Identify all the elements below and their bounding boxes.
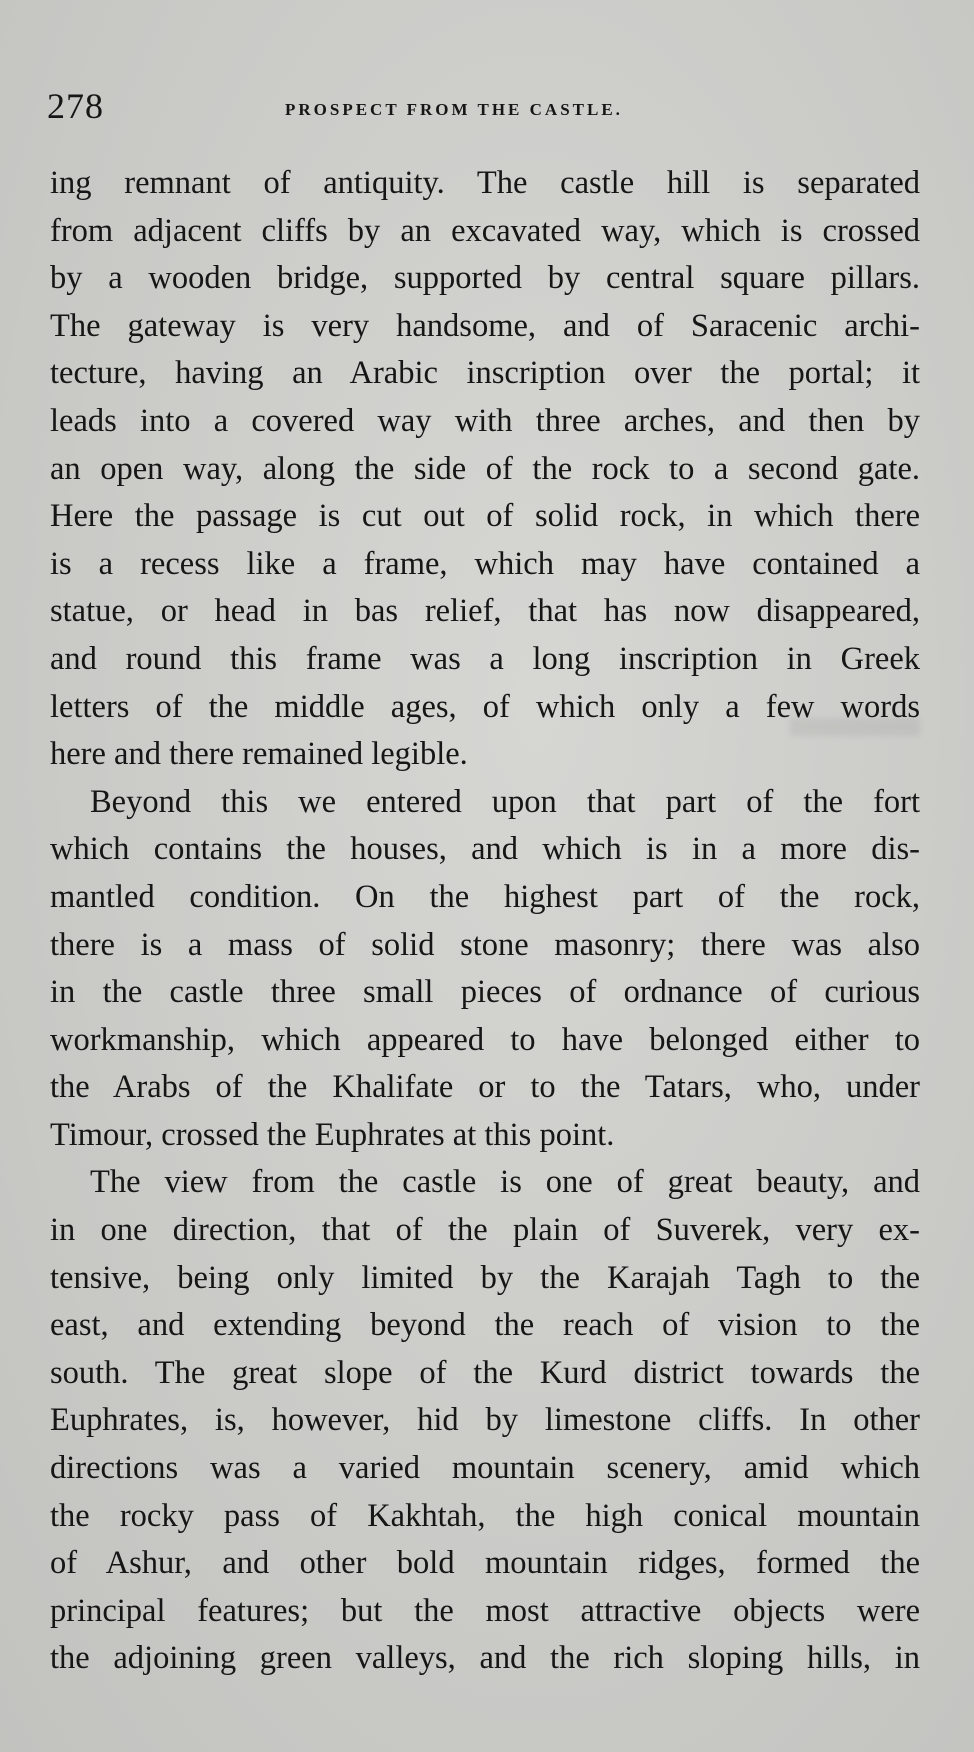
text-line: from adjacent cliffs by an excavated way, which is crossed: [50, 212, 920, 249]
text-line: Timour, crossed the Euphrates at this point.: [50, 1116, 615, 1153]
paragraph: [50, 1159, 920, 1683]
text-line: the rocky pass of Kakhtah, the high conical mountain: [50, 1497, 920, 1534]
text-line: tensive, being only limited by the Karajah Tagh to the: [50, 1259, 920, 1296]
text-line: here and there remained legible.: [50, 736, 468, 773]
text-line: statue, or head in bas relief, that has now disappeared,: [50, 593, 920, 630]
text-line: The view from the castle is one of great beauty, and: [90, 1164, 920, 1201]
text-line: in the castle three small pieces of ordnance of curious: [50, 974, 920, 1011]
text-line: principal features; but the most attractive objects were: [50, 1592, 920, 1629]
text-line: The gateway is very handsome, and of Saracenic archi-: [50, 307, 920, 344]
page-number: 278: [47, 86, 104, 126]
text-line: the Arabs of the Khalifate or to the Tatars, who, under: [50, 1069, 920, 1106]
text-line: which contains the houses, and which is in a more dis-: [50, 831, 920, 868]
text-line: Here the passage is cut out of solid rock, in which there: [50, 498, 920, 535]
text-line: directions was a varied mountain scenery, amid which: [50, 1450, 920, 1487]
text-line: and round this frame was a long inscription in Greek: [50, 640, 920, 677]
body-text: [50, 160, 920, 1683]
text-line: the adjoining green valleys, and the rich sloping hills, in: [50, 1640, 920, 1677]
text-line: ing remnant of antiquity. The castle hill is separated: [50, 165, 920, 201]
text-line: of Ashur, and other bold mountain ridges, formed the: [50, 1545, 920, 1582]
text-line: tecture, having an Arabic inscription over the portal; it: [50, 355, 920, 392]
running-title: PROSPECT FROM THE CASTLE.: [285, 100, 623, 119]
text-line: east, and extending beyond the reach of vision to the: [50, 1307, 920, 1344]
text-line: by a wooden bridge, supported by central square pillars.: [50, 260, 920, 297]
text-line: south. The great slope of the Kurd district towards the: [50, 1354, 920, 1391]
paragraph: [50, 160, 920, 779]
text-line: an open way, along the side of the rock to a second gate.: [50, 450, 920, 487]
text-line: there is a mass of solid stone masonry; there was also: [50, 926, 920, 963]
text-line: Beyond this we entered upon that part of the fort: [90, 783, 920, 820]
paragraph: [50, 779, 920, 1160]
text-line: is a recess like a frame, which may have contained a: [50, 545, 920, 582]
text-line: leads into a covered way with three arches, and then by: [50, 402, 920, 439]
page-header: [47, 80, 927, 132]
text-line: mantled condition. On the highest part of the rock,: [50, 878, 920, 915]
text-line: Euphrates, is, however, hid by limestone cliffs. In other: [50, 1402, 920, 1439]
text-line: letters of the middle ages, of which only a few words: [50, 688, 920, 725]
text-line: workmanship, which appeared to have belonged either to: [50, 1021, 920, 1058]
text-line: in one direction, that of the plain of Suverek, very ex-: [50, 1212, 920, 1249]
